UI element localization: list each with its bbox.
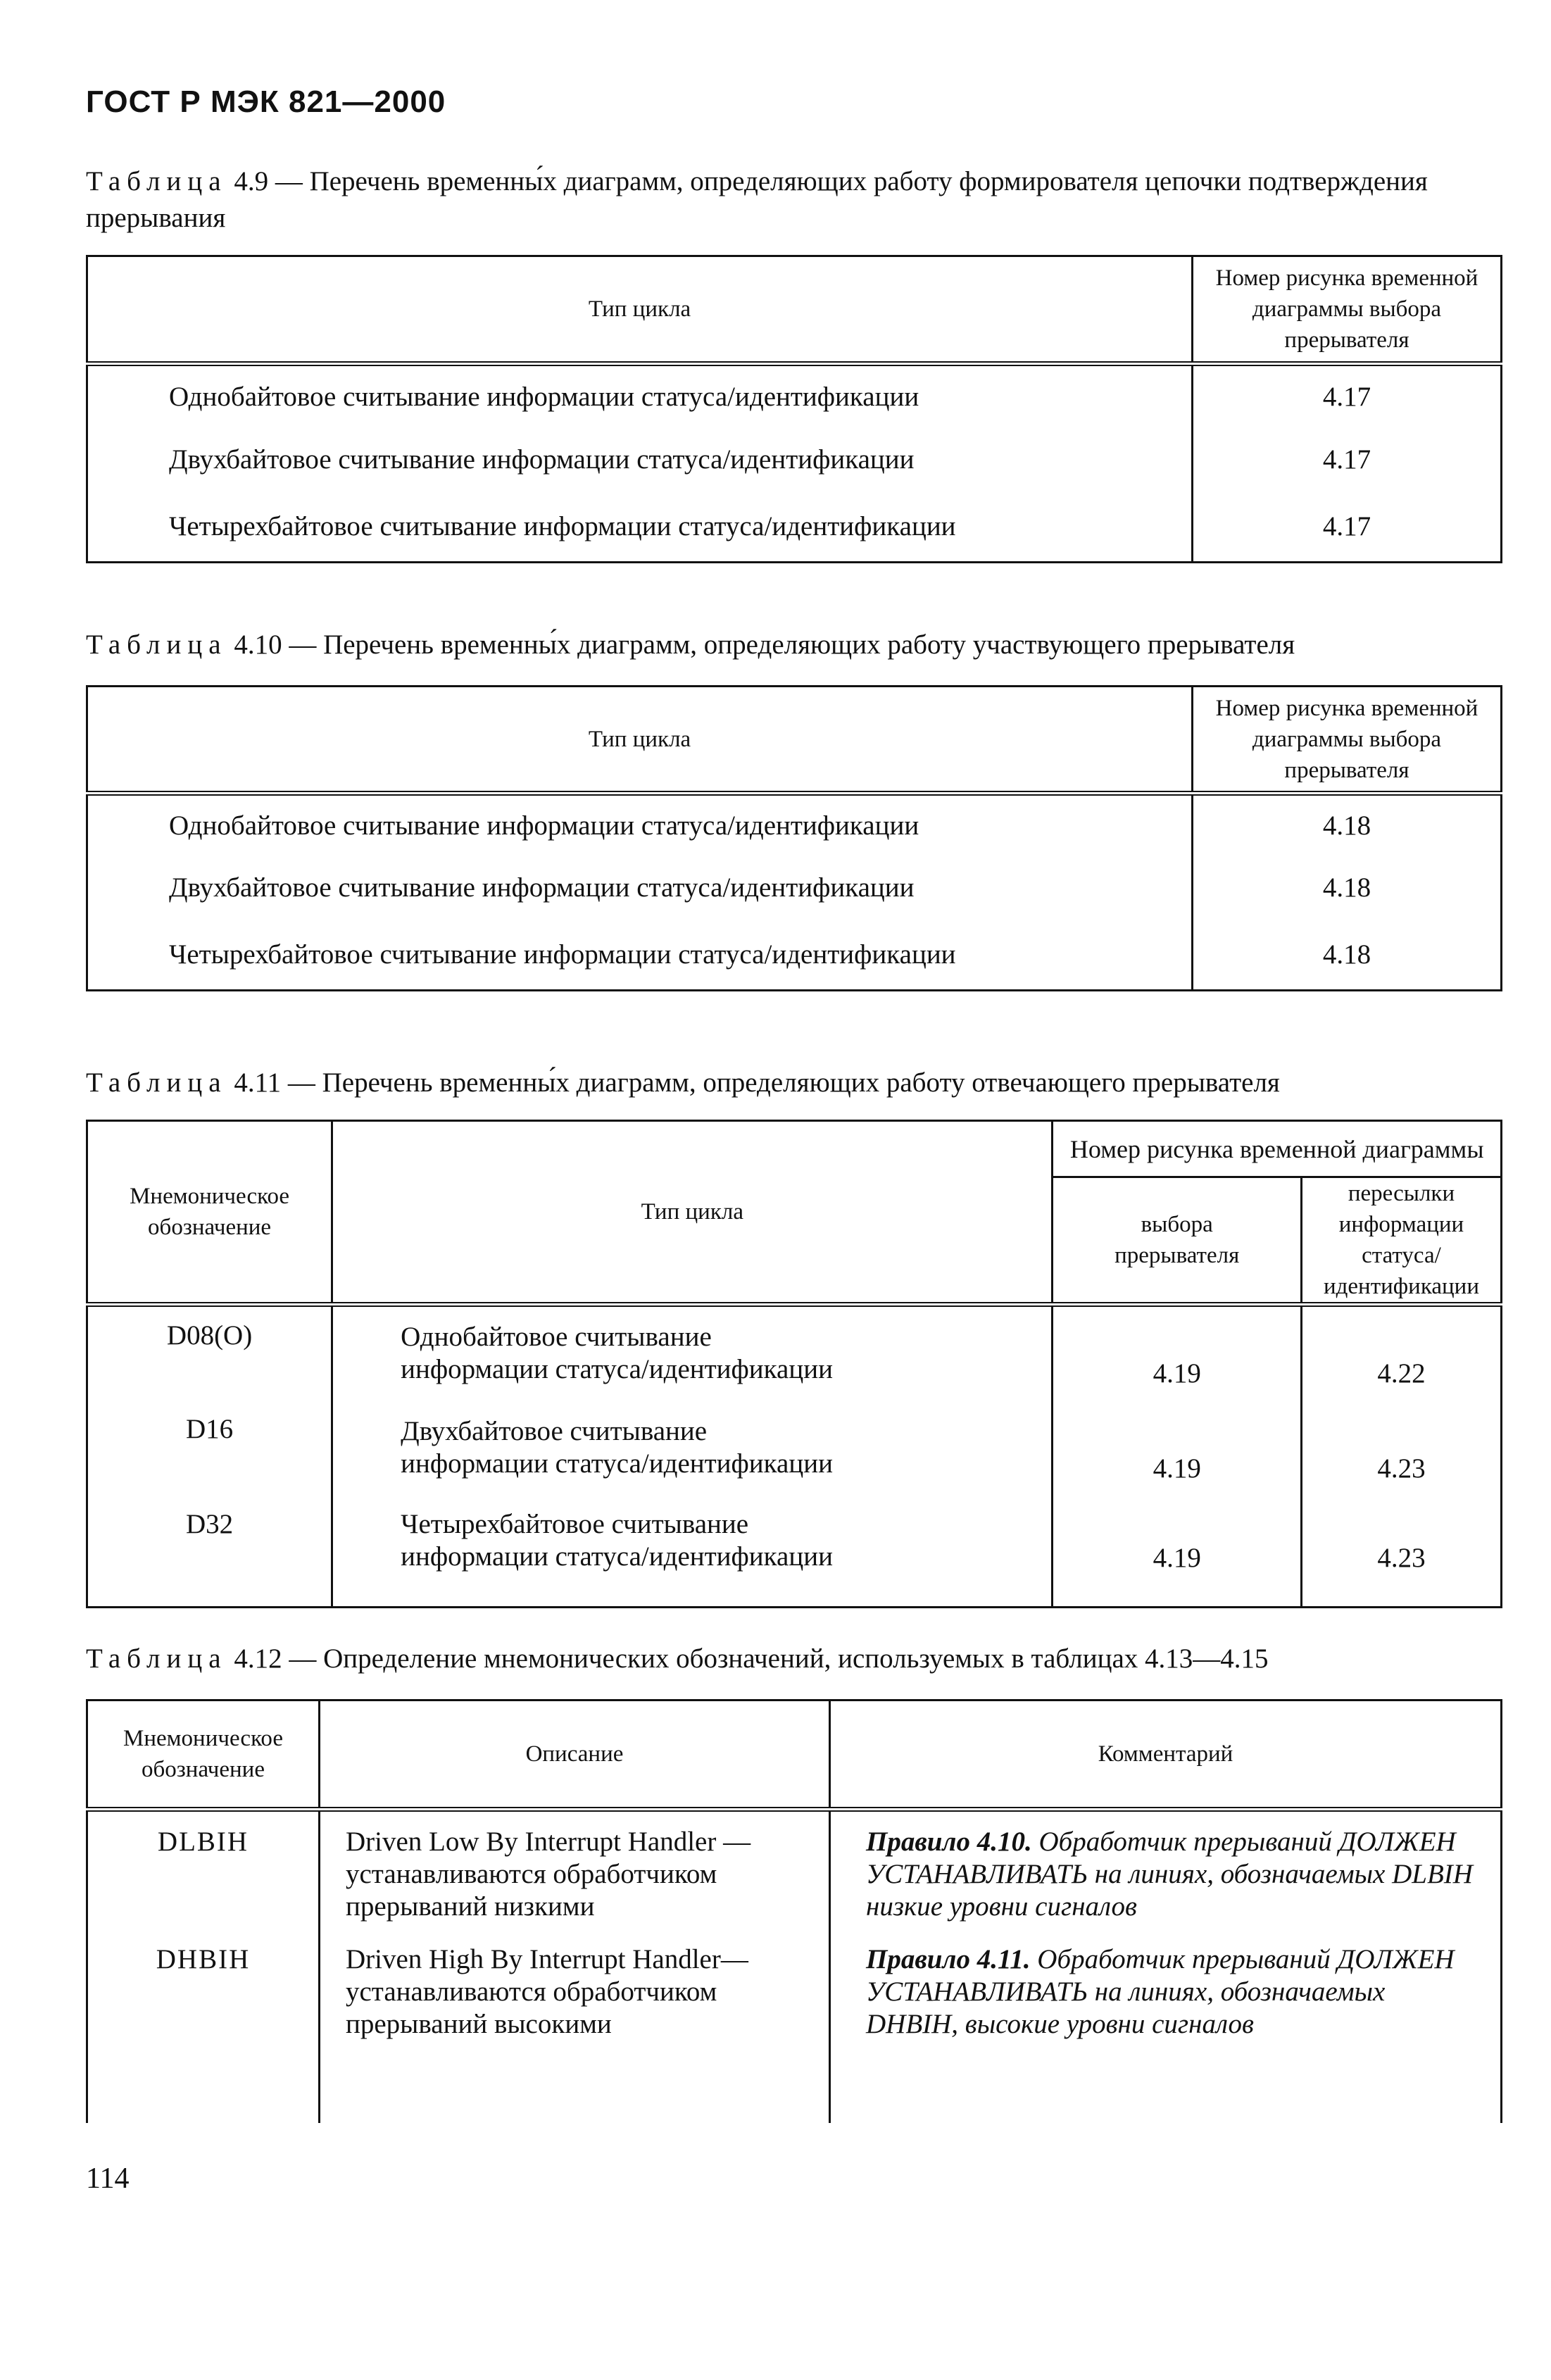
cell-select-figure: 4.19 — [1053, 1401, 1302, 1496]
table-4-9 — [86, 255, 1502, 563]
cycle-type-line: Четырехбайтовое считывание — [401, 1508, 749, 1539]
column-header-cycle-type: Тип цикла — [87, 256, 1193, 364]
cell-comment — [829, 1810, 1501, 1936]
caption-text: 4.9 — Перечень временны́х диаграмм, определяющих работу формирователя цепочки подтверждения прерывания — [86, 166, 1428, 233]
column-header-cycle-type: Тип цикла — [332, 1121, 1053, 1305]
table-4-10-caption — [86, 627, 1487, 663]
column-header-select: выбора прерывателя — [1053, 1177, 1302, 1305]
cell-cycle-type — [332, 1305, 1053, 1401]
cell-cycle-type — [332, 1496, 1053, 1608]
cell-cycle-type: Однобайтовое считывание информации статуса/идентификации — [87, 364, 1193, 428]
column-header-status: пересылки информации статуса/ идентификации — [1301, 1177, 1501, 1305]
cell-select-figure: 4.19 — [1053, 1305, 1302, 1401]
cell-figure: 4.18 — [1322, 872, 1371, 903]
column-header-comment: Комментарий — [829, 1701, 1501, 1810]
column-header-figure-number: Номер рисунка временной диаграммы выбора прерывателя — [1193, 256, 1502, 364]
cell-cycle-type: Четырехбайтовое считывание информации статуса/идентификации — [87, 491, 1193, 563]
cell-figure: 4.17 — [1322, 382, 1371, 413]
table-keyword: Таблица — [86, 1067, 227, 1098]
column-header-description: Описание — [319, 1701, 829, 1810]
table-4-11 — [86, 1120, 1502, 1608]
rule-label: Правило 4.11. — [865, 1943, 1031, 1974]
table-4-11-caption — [86, 1065, 1487, 1101]
cell-cycle-type: Однобайтовое считывание информации статуса/идентификации — [87, 794, 1193, 856]
cycle-type-line: информации статуса/идентификации — [401, 1541, 833, 1572]
cell-mnemonic: DLBIH — [87, 1810, 320, 1936]
cell-mnemonic: DHBIH — [87, 1936, 320, 2123]
cell-figure: 4.17 — [1322, 511, 1371, 541]
table-row — [87, 1401, 1502, 1496]
cell-select-figure: 4.19 — [1053, 1496, 1302, 1608]
table-row — [87, 364, 1502, 428]
table-row — [87, 794, 1502, 856]
column-header-mnemonic: Мнемоническое обозначение — [87, 1121, 332, 1305]
table-4-12-caption — [86, 1641, 1487, 1677]
table-row — [87, 856, 1502, 919]
column-header-figure-number: Номер рисунка временной диаграммы выбора прерывателя — [1193, 687, 1502, 794]
caption-text: 4.10 — Перечень временны́х диаграмм, определяющих работу участвующего прерывателя — [227, 630, 1295, 660]
cycle-type-line: Двухбайтовое считывание — [401, 1416, 708, 1446]
cell-description: Driven Low By Interrupt Handler — устанавливаются обработчиком прерываний низкими — [319, 1810, 829, 1936]
caption-text: 4.11 — Перечень временны́х диаграмм, определяющих работу отвечающего прерывателя — [227, 1067, 1280, 1098]
table-row — [87, 427, 1502, 491]
page-number: 114 — [86, 2162, 130, 2195]
table-row — [87, 491, 1502, 563]
cell-cycle-type: Четырехбайтовое считывание информации статуса/идентификации — [87, 919, 1193, 990]
column-header-mnemonic: Мнемоническое обозначение — [87, 1701, 320, 1810]
cell-mnemonic: D32 — [87, 1496, 332, 1608]
cell-comment — [829, 1936, 1501, 2123]
cell-figure: 4.18 — [1322, 810, 1371, 841]
cell-mnemonic: D08(O) — [87, 1305, 332, 1401]
cycle-type-line: Однобайтовое считывание — [401, 1322, 712, 1353]
cell-cycle-type: Двухбайтовое считывание информации статуса/идентификации — [87, 427, 1193, 491]
cycle-type-line: информации статуса/идентификации — [401, 1448, 833, 1479]
rule-label: Правило 4.10. — [865, 1827, 1032, 1857]
rule-text: Обработчик прерываний ДОЛЖЕН УСТАНАВЛИВАТЬ на линиях, обозначаемых DHBIH, высокие уровни сигналов — [865, 1943, 1455, 2039]
cell-mnemonic: D16 — [87, 1401, 332, 1496]
document-header: ГОСТ Р МЭК 821—2000 — [86, 84, 446, 119]
rule-text: Обработчик прерываний ДОЛЖЕН УСТАНАВЛИВАТЬ на линиях, обозначаемых DLBIH низкие уровни сигналов — [865, 1827, 1473, 1922]
cycle-type-line: информации статуса/идентификации — [401, 1354, 833, 1385]
table-4-10 — [86, 685, 1502, 991]
table-4-12 — [86, 1699, 1502, 2123]
cell-status-figure: 4.23 — [1377, 1542, 1426, 1573]
table-keyword: Таблица — [86, 630, 227, 660]
cell-status-figure: 4.23 — [1377, 1453, 1426, 1484]
caption-text: 4.12 — Определение мнемонических обозначений, используемых в таблицах 4.13—4.15 — [227, 1643, 1269, 1674]
cell-cycle-type — [332, 1401, 1053, 1496]
table-row — [87, 1810, 1502, 1936]
column-header-figure-group: Номер рисунка временной диаграммы — [1053, 1121, 1502, 1177]
table-keyword: Таблица — [86, 1643, 227, 1674]
table-row — [87, 1496, 1502, 1608]
table-row — [87, 1305, 1502, 1401]
cell-description: Driven High By Interrupt Handler— устанавливаются обработчиком прерываний высокими — [319, 1936, 829, 2123]
table-keyword: Таблица — [86, 166, 227, 196]
cell-figure: 4.17 — [1322, 444, 1371, 475]
cell-figure: 4.18 — [1322, 939, 1371, 970]
cell-status-figure: 4.22 — [1377, 1358, 1426, 1389]
table-row — [87, 1936, 1502, 2123]
table-4-9-caption — [86, 163, 1487, 237]
cell-cycle-type: Двухбайтовое считывание информации статуса/идентификации — [87, 856, 1193, 919]
column-header-cycle-type: Тип цикла — [87, 687, 1193, 794]
table-row — [87, 919, 1502, 990]
